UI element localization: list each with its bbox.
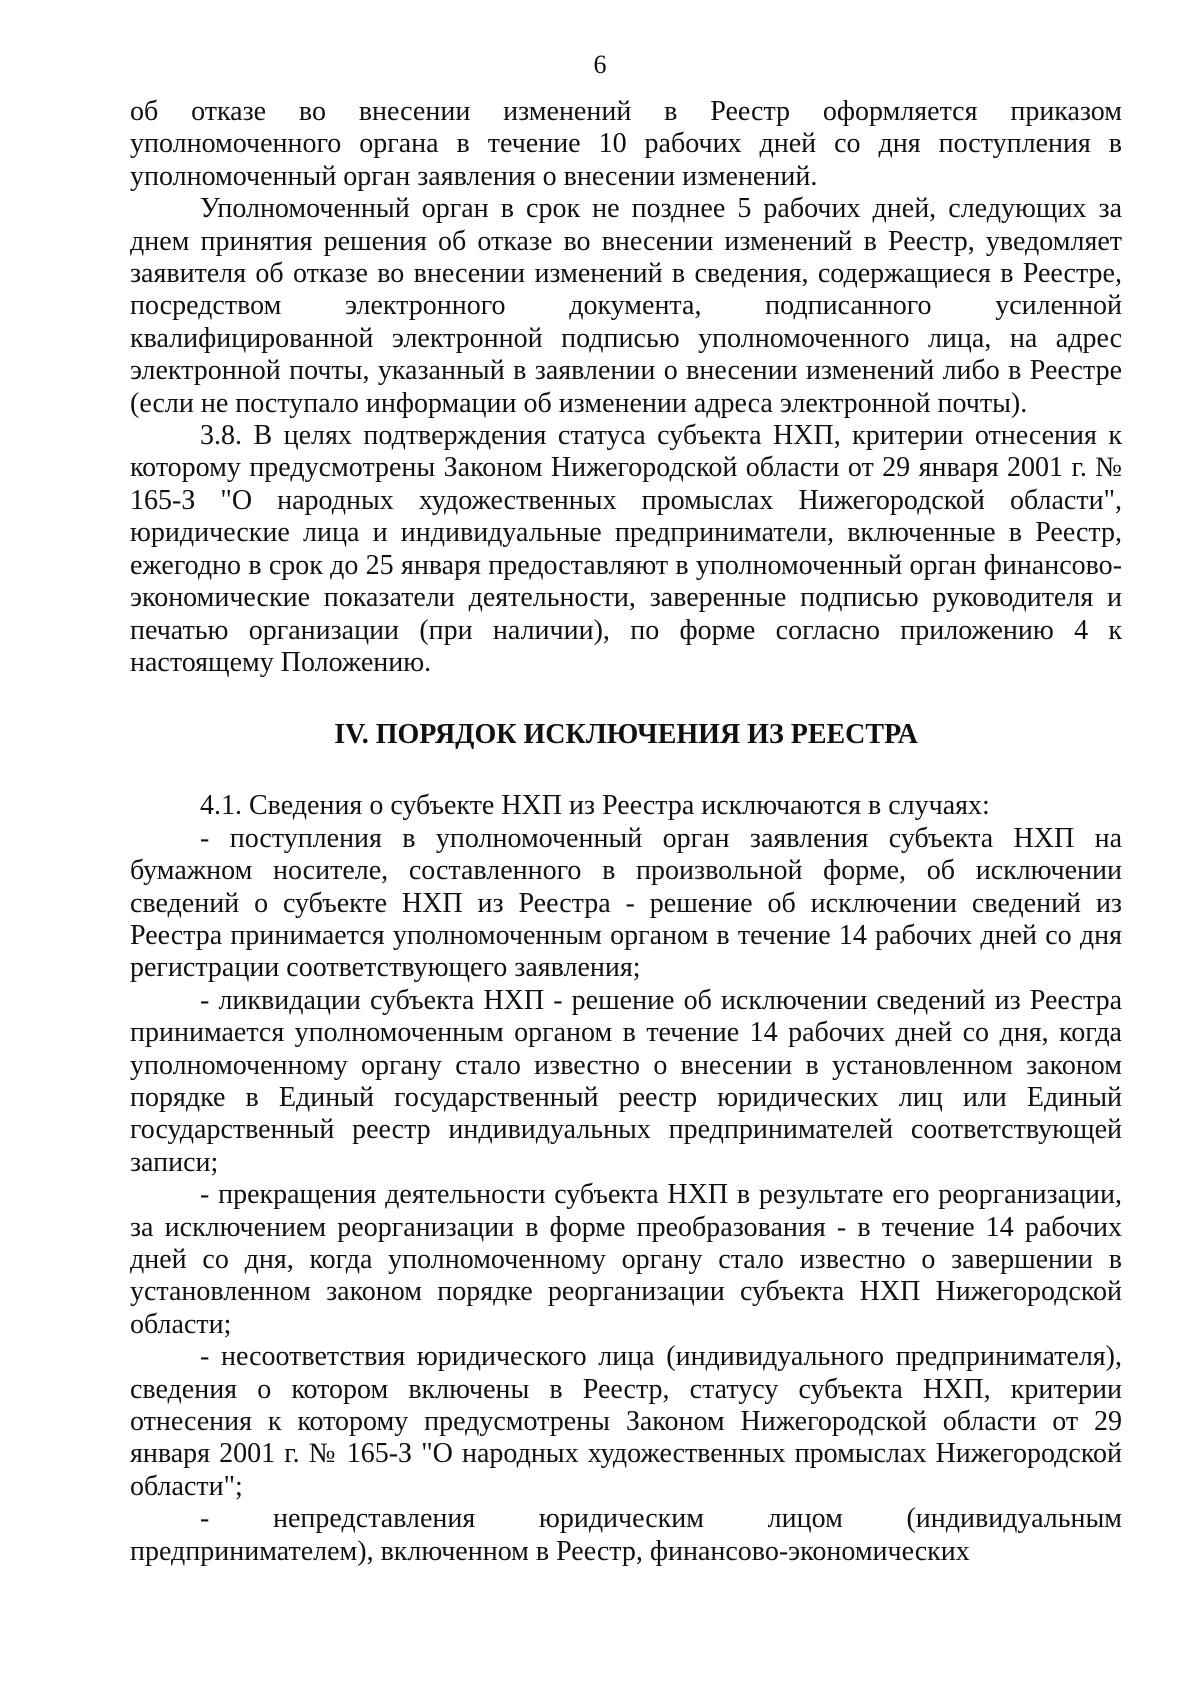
list-item-reorganization: - прекращения деятельности субъекта НХП в результате его реорганизации, за исключением реорганизации в форме преобразования - в течение 14 рабочих дней со дня, когда уполномоченному органу стало известно о завершении в установленном законом порядке реорганизации субъекта НХП Нижегородской области; xyxy=(130,1179,1122,1340)
paragraph-4-1: 4.1. Сведения о субъекте НХП из Реестра исключаются в случаях: xyxy=(200,790,990,822)
section-heading: IV. ПОРЯДОК ИСКЛЮЧЕНИЯ ИЗ РЕЕСТРА xyxy=(334,719,918,751)
list-item-nonsubmission: - непредставления юридическим лицом (индивидуальным предпринимателем), включенном в Реестр, финансово-экономических xyxy=(130,1503,1122,1567)
paragraph-3-8: 3.8. В целях подтверждения статуса субъекта НХП, критерии отнесения к которому предусмотрены Законом Нижегородской области от 29 января 2001 г. № 165-З "О народных художественных промыслах Нижегородской области", юридические лица и индивидуальные предприниматели, включенные в Реестр, ежегодно в срок до 25 января предоставляют в уполномоченный орган финансово-экономические показатели деятельности, заверенные подписью руководителя и печатью организации (при наличии), по форме согласно приложению 4 к настоящему Положению. xyxy=(130,420,1122,678)
list-item-liquidation: - ликвидации субъекта НХП - решение об исключении сведений из Реестра принимается уполномоченным органом в течение 14 рабочих дней со дня, когда уполномоченному органу стало известно о внесении в установленном законом порядке в Единый государственный реестр юридических лиц или Единый государственный реестр индивидуальных предпринимателей соответствующей записи; xyxy=(130,984,1122,1178)
page-number: 6 xyxy=(593,50,607,79)
paragraph-notification: Уполномоченный орган в срок не позднее 5 рабочих дней, следующих за днем принятия решения об отказе во внесении изменений в Реестр, уведомляет заявителя об отказе во внесении изменений в сведения, содержащиеся в Реестре, посредством электронного документа, подписанного усиленной квалифицированной электронной подписью уполномоченного лица, на адрес электронной почты, указанный в заявлении о внесении изменений либо в Реестре (если не поступало информации об изменении адреса электронной почты). xyxy=(130,193,1122,419)
document-body xyxy=(130,96,1122,1568)
list-item-nonconformity: - несоответствия юридического лица (индивидуального предпринимателя), сведения о котором включены в Реестр, статусу субъекта НХП, критерии отнесения к которому предусмотрены Законом Нижегородской области от 29 января 2001 г. № 165-З "О народных художественных промыслах Нижегородской области"; xyxy=(130,1341,1122,1502)
paragraph-refusal-order: об отказе во внесении изменений в Реестр оформляется приказом уполномоченного органа в течение 10 рабочих дней со дня поступления в уполномоченный орган заявления о внесении изменений. xyxy=(130,96,1122,192)
list-item-application: - поступления в уполномоченный орган заявления субъекта НХП на бумажном носителе, составленного в произвольной форме, об исключении сведений о субъекте НХП из Реестра - решение об исключении сведений из Реестра принимается уполномоченным органом в течение 14 рабочих дней со дня регистрации соответствующего заявления; xyxy=(130,822,1122,984)
